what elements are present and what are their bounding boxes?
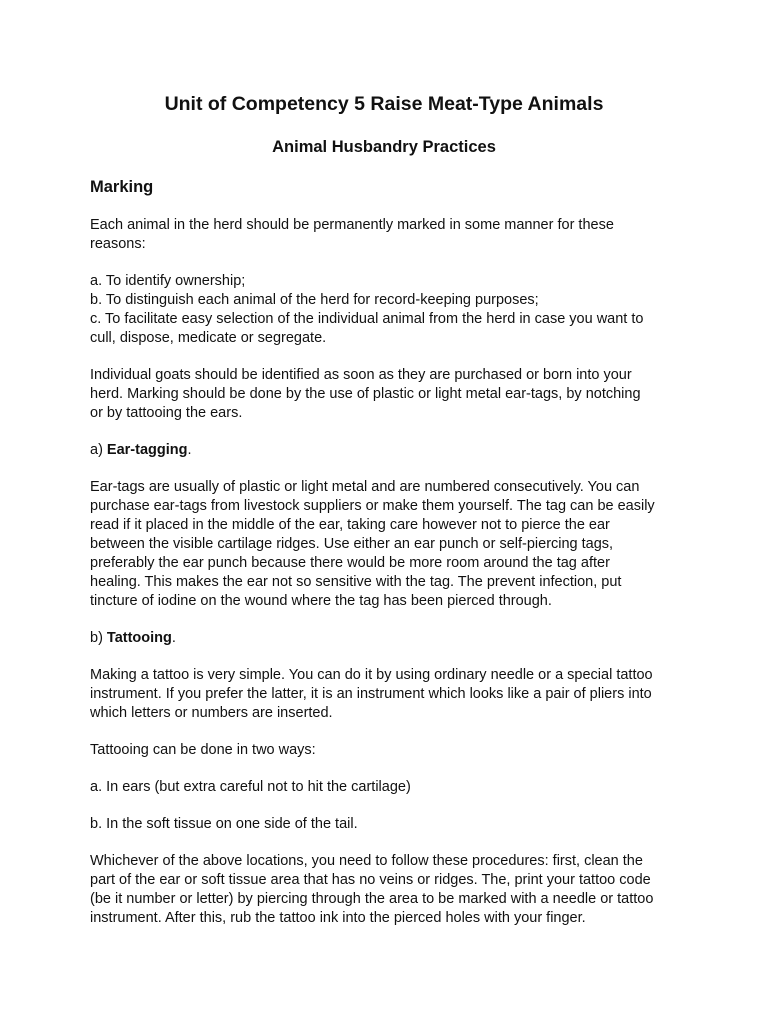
ear-tags-line: Ear-tags are usually of plastic or light metal and are numbered consecutively. You can	[90, 479, 640, 495]
tattoo-paragraph	[90, 666, 690, 723]
two-ways-paragraph: Tattooing can be done in two ways:	[90, 742, 316, 758]
intro-paragraph	[90, 216, 690, 254]
reason-item-c: c. To facilitate easy selection of the individual animal from the herd in case you want to	[90, 311, 644, 327]
ear-tagging-prefix: a)	[90, 442, 107, 458]
tattoo-line: Making a tattoo is very simple. You can do it by using ordinary needle or a special tattoo	[90, 667, 653, 683]
ear-tags-paragraph	[90, 478, 690, 611]
procedure-paragraph	[90, 852, 690, 928]
tattooing-suffix: .	[171, 630, 176, 646]
reason-item-b: b. To distinguish each animal of the herd for record-keeping purposes;	[90, 292, 539, 308]
ear-tags-line: preferably the ear punch because there would be more room around the tag after	[90, 555, 610, 571]
tattoo-line: instrument. If you prefer the latter, it is an instrument which looks like a pair of pliers into	[90, 686, 652, 702]
ear-tagging-heading	[90, 441, 690, 460]
document-subtitle: Animal Husbandry Practices	[272, 138, 496, 156]
procedure-line: instrument. After this, rub the tattoo ink into the pierced holes with your finger.	[90, 910, 586, 926]
tattooing-prefix: b)	[90, 630, 107, 646]
procedure-line: part of the ear or soft tissue area that has no veins or ridges. The, print your tattoo code	[90, 872, 651, 888]
document-title: Unit of Competency 5 Raise Meat-Type Animals	[164, 93, 604, 115]
tattooing-label: Tattooing	[106, 630, 172, 646]
goats-line: herd. Marking should be done by the use of plastic or light metal ear-tags, by notching	[90, 386, 641, 402]
ear-tags-line: tincture of iodine on the wound where the tag has been pierced through.	[90, 593, 552, 609]
intro-line: reasons:	[90, 236, 146, 252]
ear-tags-line: between the visible cartilage ridges. Use either an ear punch or self-piercing tags,	[90, 536, 614, 552]
ear-tags-line: healing. This makes the ear not so sensitive with the tag. The prevent infection, put	[90, 574, 622, 590]
way-b-paragraph: b. In the soft tissue on one side of the tail.	[90, 816, 358, 832]
document-body	[90, 216, 690, 946]
reason-item-c-cont: cull, dispose, medicate or segregate.	[90, 330, 327, 346]
way-a-paragraph: a. In ears (but extra careful not to hit the cartilage)	[90, 779, 411, 795]
tattoo-line: which letters or numbers are inserted.	[90, 705, 333, 721]
section-heading-marking: Marking	[90, 178, 154, 196]
ear-tags-line: purchase ear-tags from livestock suppliers or make them yourself. The tag can be easily	[90, 498, 655, 514]
reason-item-a: a. To identify ownership;	[90, 273, 246, 289]
ear-tagging-suffix: .	[187, 442, 192, 458]
procedure-line: (be it number or letter) by piercing through the area to be marked with a needle or tattoo	[90, 891, 654, 907]
ear-tagging-label: Ear-tagging	[106, 442, 188, 458]
ear-tags-line: read if it placed in the middle of the ear, taking care however not to pierce the ear	[90, 517, 610, 533]
goats-paragraph	[90, 366, 690, 423]
procedure-line: Whichever of the above locations, you need to follow these procedures: first, clean the	[90, 853, 643, 869]
goats-line: or by tattooing the ears.	[90, 405, 243, 421]
goats-line: Individual goats should be identified as soon as they are purchased or born into your	[90, 367, 632, 383]
reasons-list	[90, 272, 690, 348]
tattooing-heading	[90, 629, 690, 648]
intro-line: Each animal in the herd should be permanently marked in some manner for these	[90, 217, 614, 233]
